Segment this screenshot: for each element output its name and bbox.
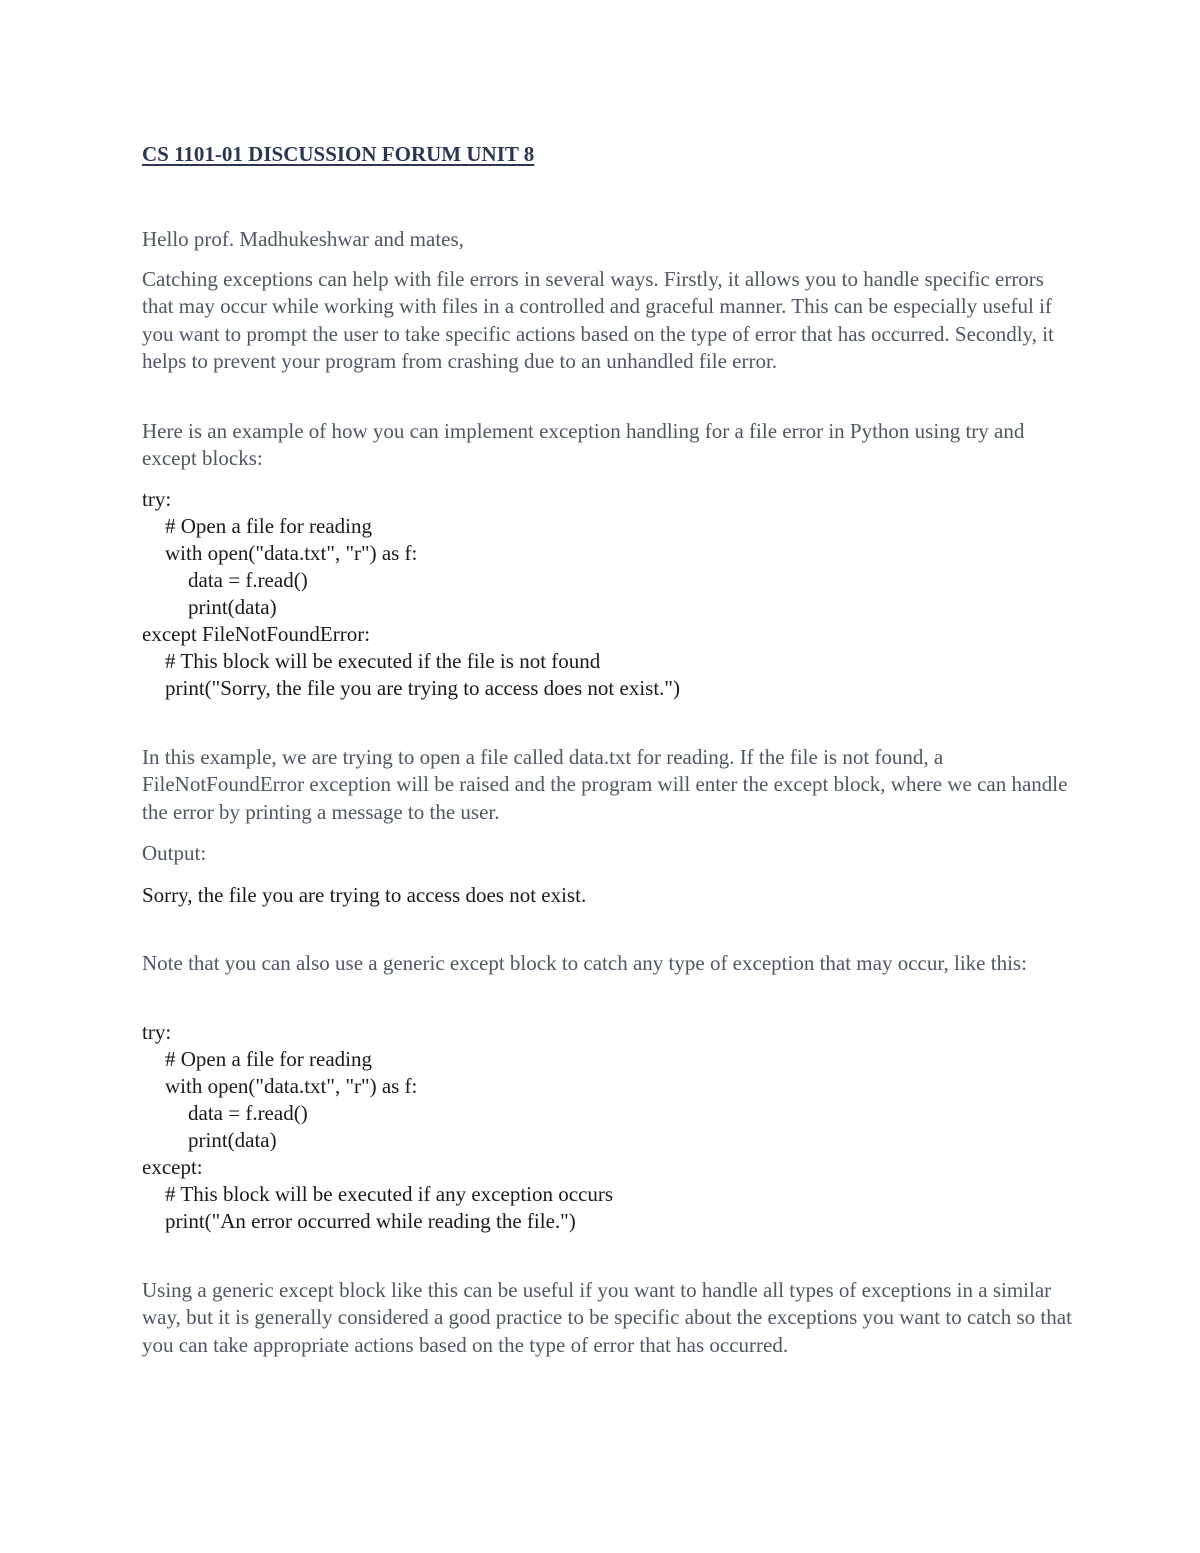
code-line: try:: [142, 1020, 172, 1044]
example-intro-paragraph: Here is an example of how you can implement exception handling for a file error in Python using try and except blocks:: [142, 419, 1025, 471]
code-line: # This block will be executed if any exception occurs: [165, 1182, 614, 1206]
code-line: data = f.read(): [188, 1101, 308, 1125]
output-label: Output:: [142, 841, 207, 865]
page-title: CS 1101-01 DISCUSSION FORUM UNIT 8: [142, 142, 535, 166]
code-block-specific: [142, 486, 680, 702]
code-line: print("Sorry, the file you are trying to access does not exist."): [165, 676, 680, 700]
output-text: Sorry, the file you are trying to access does not exist.: [142, 883, 587, 907]
code-line: # This block will be executed if the file is not found: [165, 649, 601, 673]
explanation-paragraph: In this example, we are trying to open a file called data.txt for reading. If the file is not found, a FileNotFoundError exception will be raised and the program will enter the except block, where we can handle the error by printing a message to the user.: [142, 745, 1068, 824]
code-line: print("An error occurred while reading the file."): [165, 1209, 576, 1233]
code-line: except FileNotFoundError:: [142, 622, 371, 646]
code-line: # Open a file for reading: [165, 1047, 372, 1071]
conclusion-paragraph: Using a generic except block like this can be useful if you want to handle all types of exceptions in a similar way, but it is generally considered a good practice to be specific about the exceptions you want to catch so that you can take appropriate actions based on the type of error that has occurred.: [142, 1278, 1072, 1357]
code-line: with open("data.txt", "r") as f:: [165, 541, 418, 565]
code-block-generic: [142, 1019, 613, 1235]
code-line: print(data): [188, 595, 277, 619]
greeting-paragraph: Hello prof. Madhukeshwar and mates,: [142, 227, 464, 251]
code-line: with open("data.txt", "r") as f:: [165, 1074, 418, 1098]
code-line: except:: [142, 1155, 203, 1179]
generic-note-paragraph: Note that you can also use a generic except block to catch any type of exception that may occur, like this:: [142, 951, 1027, 975]
intro-paragraph: Catching exceptions can help with file errors in several ways. Firstly, it allows you to handle specific errors that may occur while working with files in a controlled and graceful manner. This can be especially useful if you want to prompt the user to take specific actions based on the type of error that has occurred. Secondly, it helps to prevent your program from crashing due to an unhandled file error.: [142, 267, 1054, 374]
code-line: data = f.read(): [188, 568, 308, 592]
code-line: print(data): [188, 1128, 277, 1152]
code-line: # Open a file for reading: [165, 514, 372, 538]
code-line: try:: [142, 487, 172, 511]
